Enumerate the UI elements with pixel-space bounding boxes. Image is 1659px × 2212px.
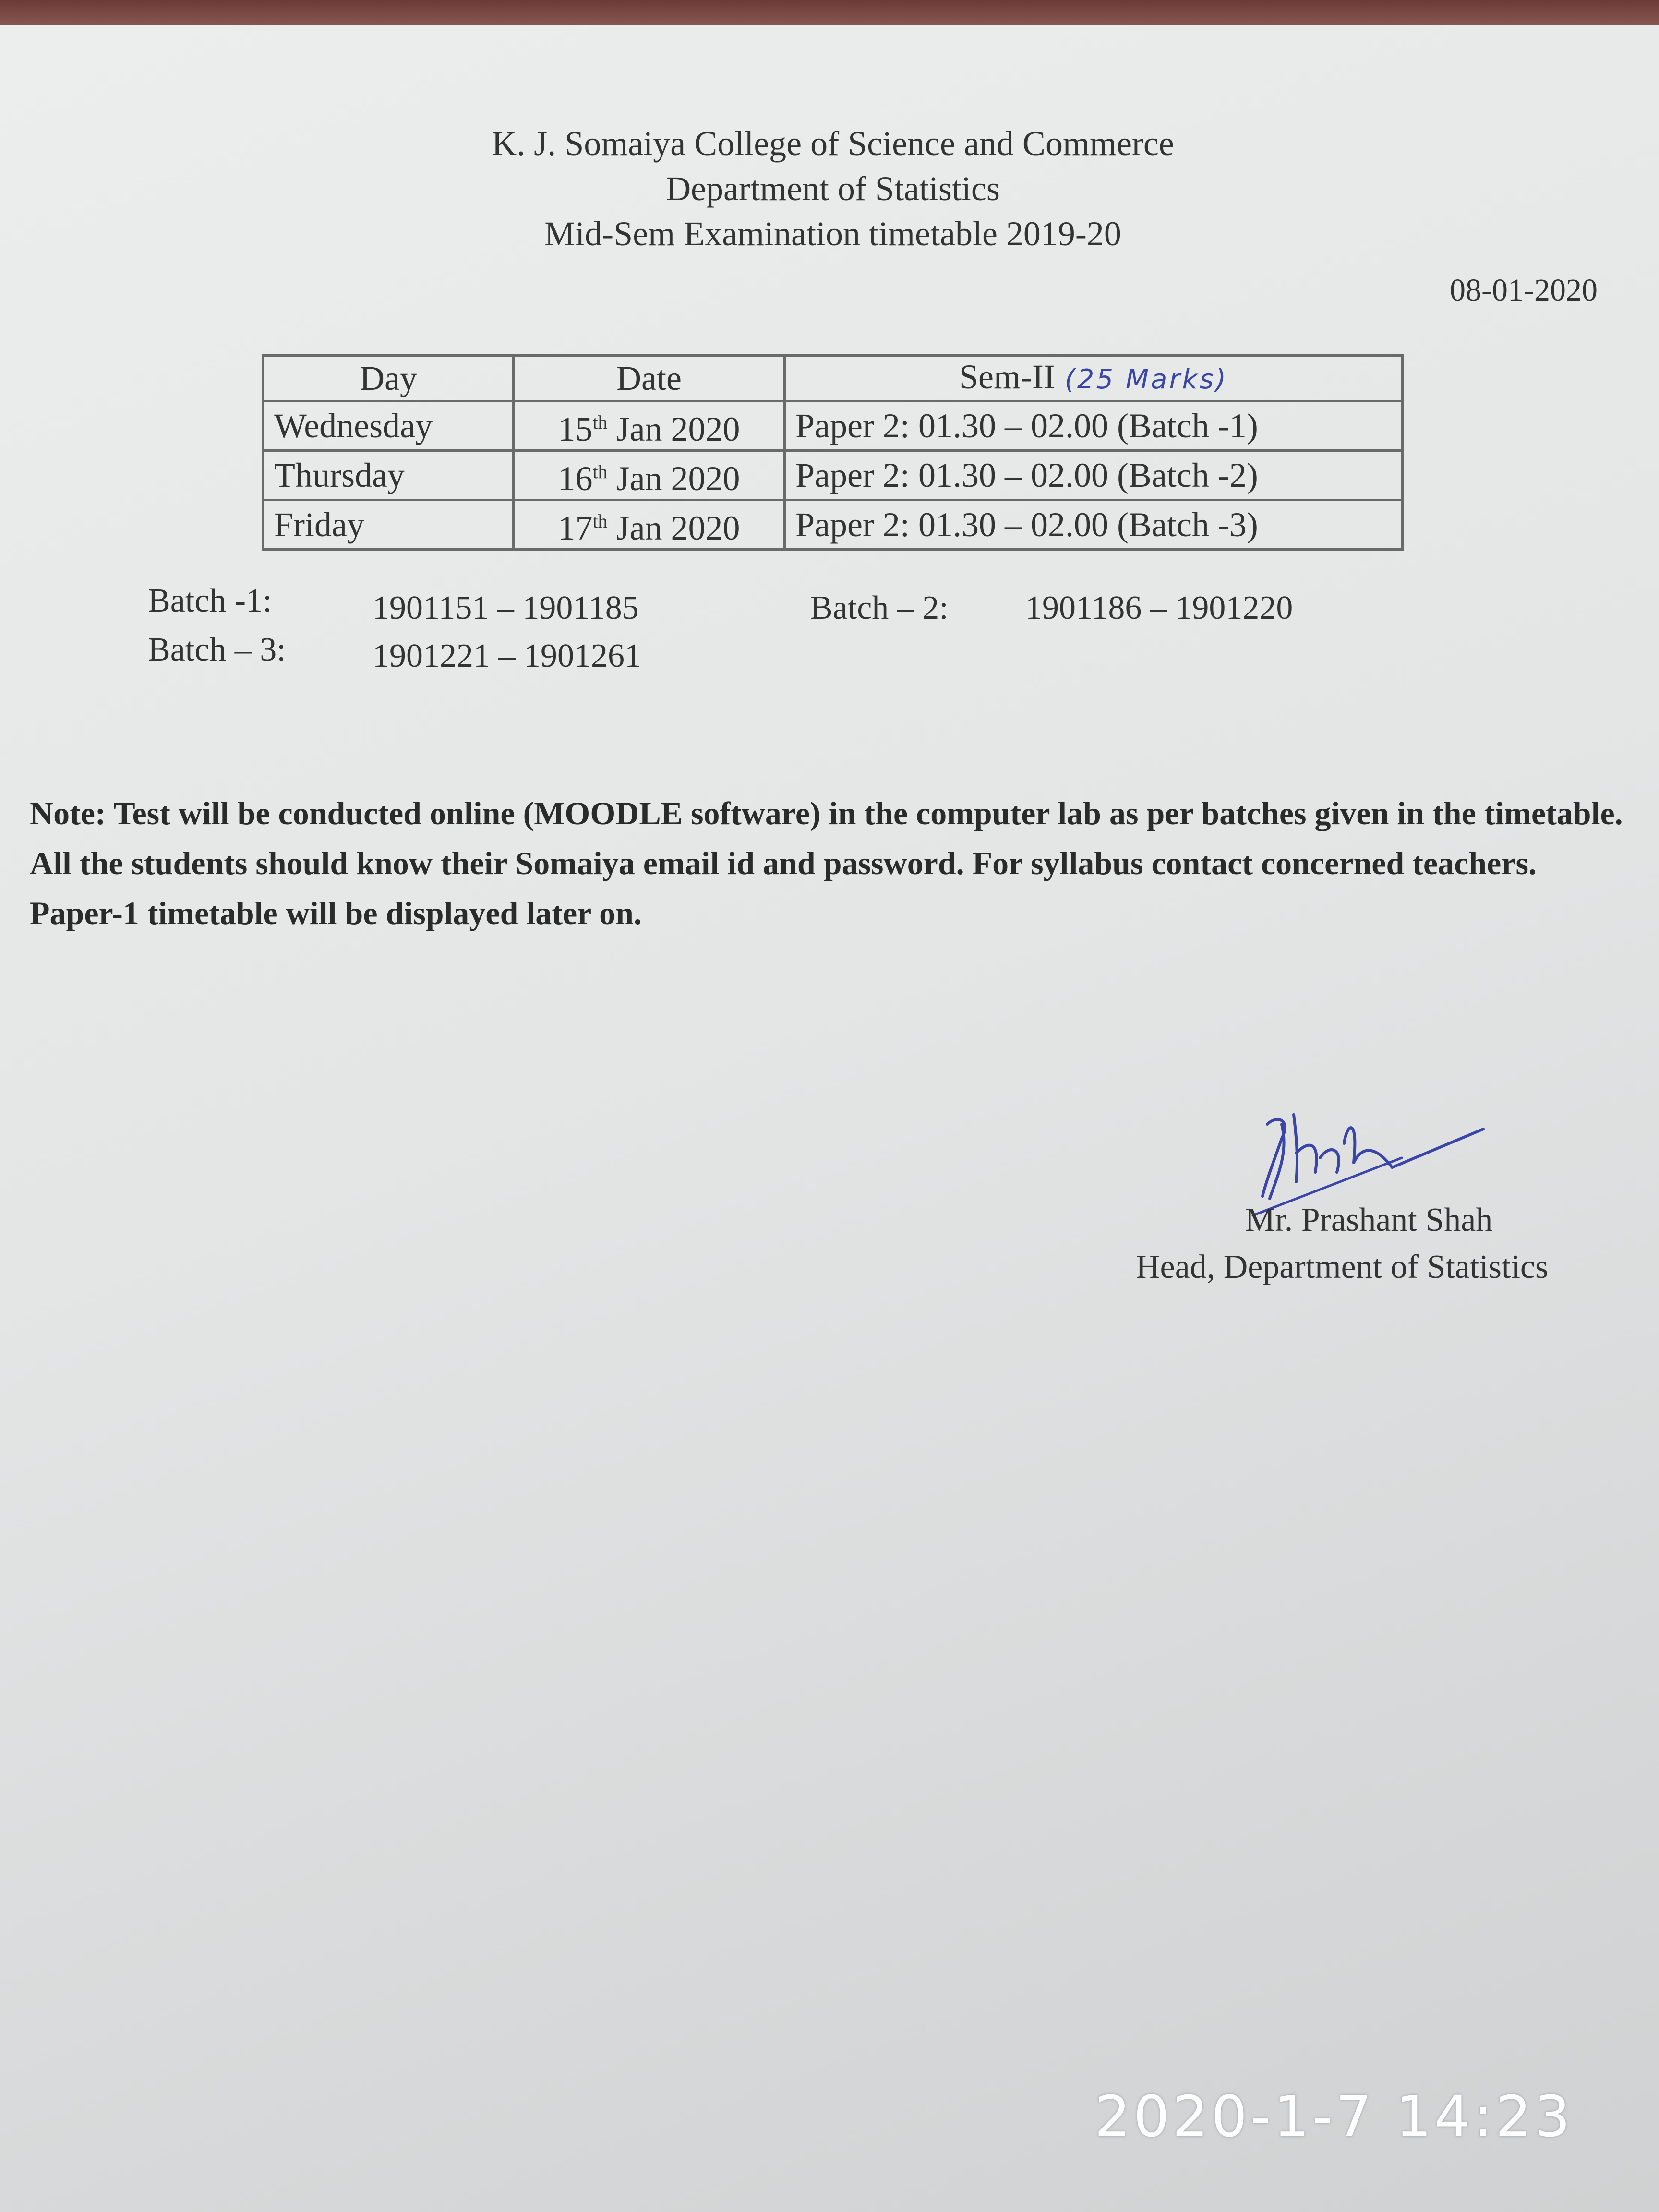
timetable-title: Mid-Sem Examination timetable 2019-20: [544, 215, 1121, 253]
document-date: 08-01-2020: [1450, 273, 1598, 308]
table-row: [264, 401, 1403, 451]
cell-day: Wednesday: [264, 401, 514, 451]
table-row: [264, 500, 1403, 550]
column-header-day: Day: [264, 356, 514, 401]
date-rest: Jan 2020: [607, 509, 740, 547]
signatory-title: Head, Department of Statistics: [1136, 1249, 1549, 1286]
signatory-name: Mr. Prashant Shah: [1245, 1202, 1493, 1238]
batch-3-range: 1901221 – 1901261: [373, 637, 641, 674]
department-name: Department of Statistics: [666, 169, 1000, 208]
date-rest: Jan 2020: [607, 410, 740, 448]
cell-date: [514, 451, 785, 500]
date-day: 16: [558, 459, 593, 498]
table-header-row: [264, 356, 1403, 401]
cell-paper: Paper 2: 01.30 – 02.00 (Batch -1): [785, 401, 1403, 451]
document-sheet: [0, 25, 1659, 2212]
college-name: K. J. Somaiya College of Science and Commerce: [492, 124, 1174, 163]
date-day: 17: [558, 509, 593, 547]
batch-1-range: 1901151 – 1901185: [373, 589, 639, 626]
batch-2-label: Batch – 2:: [810, 589, 949, 626]
date-suffix: th: [592, 461, 608, 482]
exam-note: Note: Test will be conducted online (MOODLE software) in the computer lab as per batches given in the timetable. All the students should know their Somaiya email id and password. For syllabus contact concerned teachers. Paper-1 timetable will be displayed later on.: [30, 795, 1623, 931]
document-header: [0, 121, 1659, 256]
timetable: [262, 354, 1404, 551]
cell-paper: Paper 2: 01.30 – 02.00 (Batch -3): [785, 500, 1403, 550]
cell-date: [514, 401, 785, 451]
date-day: 15: [558, 410, 593, 448]
column-header-sem: [785, 356, 1403, 401]
date-suffix: th: [592, 411, 608, 433]
batch-1-label: Batch -1:: [148, 582, 272, 619]
cell-day: Thursday: [264, 451, 514, 500]
date-suffix: th: [592, 510, 608, 532]
handwritten-marks-note: (25 Marks): [1064, 364, 1228, 395]
table-row: [264, 451, 1403, 500]
date-rest: Jan 2020: [607, 459, 740, 498]
background-strip: [0, 0, 1659, 28]
batch-3-label: Batch – 3:: [148, 631, 286, 668]
sem-label: Sem-II: [959, 358, 1055, 396]
photo-timestamp: 2020-1-7 14:23: [1094, 2083, 1574, 2150]
cell-date: [514, 500, 785, 550]
batch-2-range: 1901186 – 1901220: [1025, 589, 1293, 626]
cell-day: Friday: [264, 500, 514, 550]
column-header-date: Date: [514, 356, 785, 401]
cell-paper: Paper 2: 01.30 – 02.00 (Batch -2): [785, 451, 1403, 500]
